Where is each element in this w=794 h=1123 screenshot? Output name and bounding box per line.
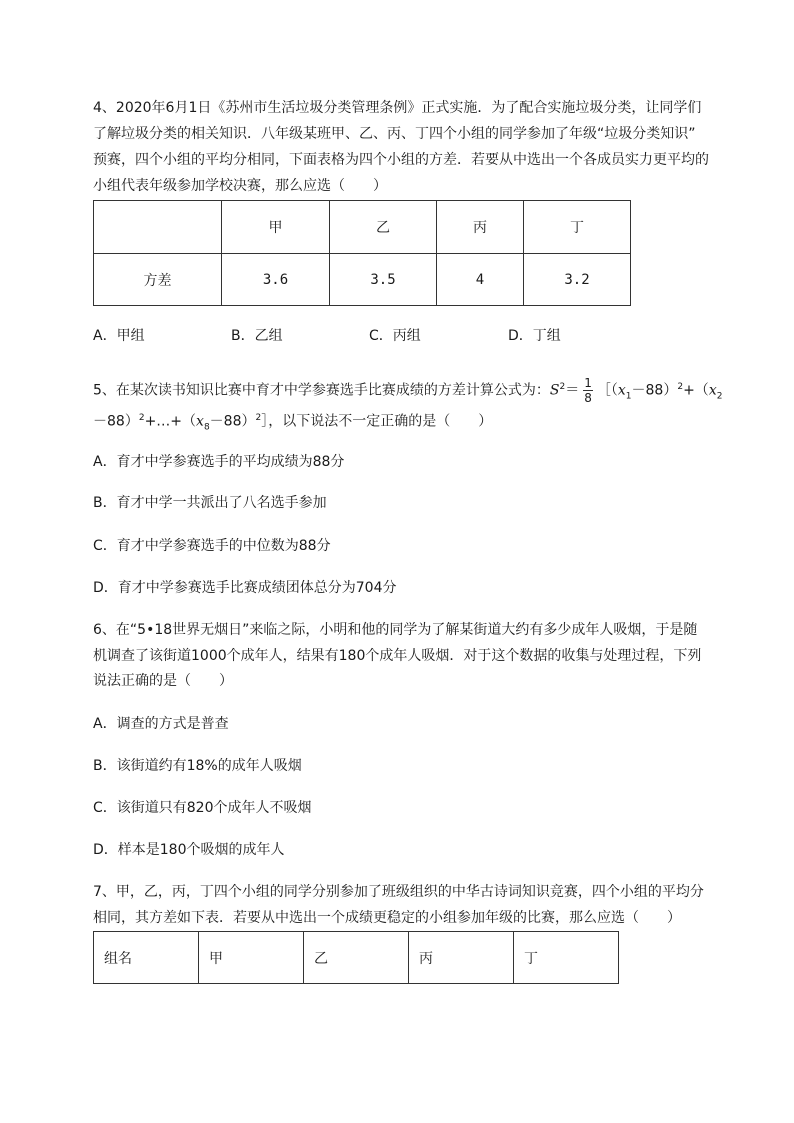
- q6-line-2: 机调查了该街道1000个成年人，结果有180个成年人吸烟．对于这个数据的收集与处理过程，下列: [93, 648, 702, 664]
- q5-x2: x: [708, 382, 717, 399]
- q5-term1-sup: 2: [677, 382, 684, 392]
- table-row-label: 方差: [94, 254, 222, 306]
- q6-option-d: D．样本是180个吸烟的成年人: [93, 842, 285, 858]
- q5-option-b: B．育才中学一共派出了八名选手参加: [93, 495, 327, 511]
- q5-eq: ＝: [565, 382, 580, 399]
- table-header-yi: 乙: [330, 201, 437, 254]
- q7-line-1: 7、甲，乙，丙，丁四个小组的同学分别参加了班级组织的中华古诗词知识竞赛，四个小组的平均分: [93, 884, 704, 900]
- q4-line-1: 4、2020年6月1日《苏州市生活垃圾分类管理条例》正式实施．为了配合实施垃圾分类，让同学们: [93, 100, 702, 116]
- q5-plus-paren: +（: [683, 382, 709, 399]
- q4-line-3: 预赛，四个小组的平均分相同，下面表格为四个小组的方差．若要从中选出一个各成员实力更平均的: [93, 152, 709, 168]
- q4-line-2: 了解垃圾分类的相关知识．八年级某班甲、乙、丙、丁四个小组的同学参加了年级“垃圾分类知识”: [93, 126, 696, 142]
- table-header-jia: 甲: [199, 932, 304, 984]
- q5-x8-sub: 8: [203, 422, 210, 433]
- table-cell: 4: [437, 254, 524, 306]
- q6-option-b: B．该街道约有18%的成年人吸烟: [93, 758, 302, 774]
- q5-x2-sub: 2: [716, 391, 723, 402]
- q7-line-2: 相同，其方差如下表．若要从中选出一个成绩更稳定的小组参加年级的比赛，那么应选（ ）: [93, 910, 681, 926]
- q6-line-1: 6、在“5•18世界无烟日”来临之际，小明和他的同学为了解某街道大约有多少成年人吸烟，于是随: [93, 622, 698, 638]
- table-header-ding: 丁: [514, 932, 619, 984]
- table-header-jia: 甲: [222, 201, 330, 254]
- q5-x1-sub: 1: [625, 391, 632, 402]
- table-header-row: [94, 932, 619, 984]
- q5-frac-num: 1: [584, 376, 592, 391]
- q5-option-c: C．育才中学参赛选手的中位数为88分: [93, 538, 331, 554]
- q5-s-sup: 2: [559, 382, 566, 392]
- q5-line2-sup: 2: [138, 413, 145, 423]
- table-header-bing: 丙: [437, 201, 524, 254]
- q5-option-a: A．育才中学参赛选手的平均成绩为88分: [93, 454, 345, 470]
- q5-line2-mid: +…+（: [144, 413, 197, 430]
- q5-line-1: [93, 372, 723, 406]
- q4-option-b: B．乙组: [231, 328, 283, 344]
- q7-table: [93, 931, 619, 984]
- q4-line-4: 小组代表年级参加学校决赛，那么应选（ ）: [93, 178, 387, 194]
- table-cell: 3.6: [222, 254, 330, 306]
- q5-line2-end: －88）: [209, 413, 256, 430]
- table-cell: [94, 201, 222, 254]
- q5-line2-end-sup: 2: [255, 413, 262, 423]
- q5-option-d: D．育才中学参赛选手比赛成绩团体总分为704分: [93, 580, 397, 596]
- table-header-ding: 丁: [524, 201, 631, 254]
- q5-line2-start: －88）: [93, 413, 139, 430]
- q4-option-a: A．甲组: [93, 328, 145, 344]
- table-row: [94, 254, 631, 306]
- q5-line-2: [93, 408, 492, 437]
- q5-x1: x: [617, 382, 626, 399]
- q4-option-c: C．丙组: [369, 328, 421, 344]
- table-header-yi: 乙: [304, 932, 409, 984]
- table-header-bing: 丙: [409, 932, 514, 984]
- q4-option-d: D．丁组: [508, 328, 561, 344]
- q5-line2-close: ］，以下说法不一定正确的是（ ）: [261, 413, 493, 430]
- q5-s: S: [549, 382, 560, 399]
- q5-frac-den: 8: [584, 391, 592, 406]
- table-cell: 3.2: [524, 254, 631, 306]
- q5-fraction: [583, 376, 593, 405]
- q5-bracket-open: ［（: [596, 382, 618, 399]
- q6-option-a: A．调查的方式是普查: [93, 716, 229, 732]
- q4-variance-table: [93, 200, 631, 306]
- table-header-group: 组名: [94, 932, 199, 984]
- q5-term1: －88）: [631, 382, 678, 399]
- q5-prefix: 5、在某次读书知识比赛中育才中学参赛选手比赛成绩的方差计算公式为：: [93, 382, 550, 399]
- q5-x8: x: [196, 413, 204, 430]
- table-header-row: [94, 201, 631, 254]
- q6-line-3: 说法正确的是（ ）: [93, 673, 233, 689]
- q6-option-c: C．该街道只有820个成年人不吸烟: [93, 800, 312, 816]
- table-cell: 3.5: [330, 254, 437, 306]
